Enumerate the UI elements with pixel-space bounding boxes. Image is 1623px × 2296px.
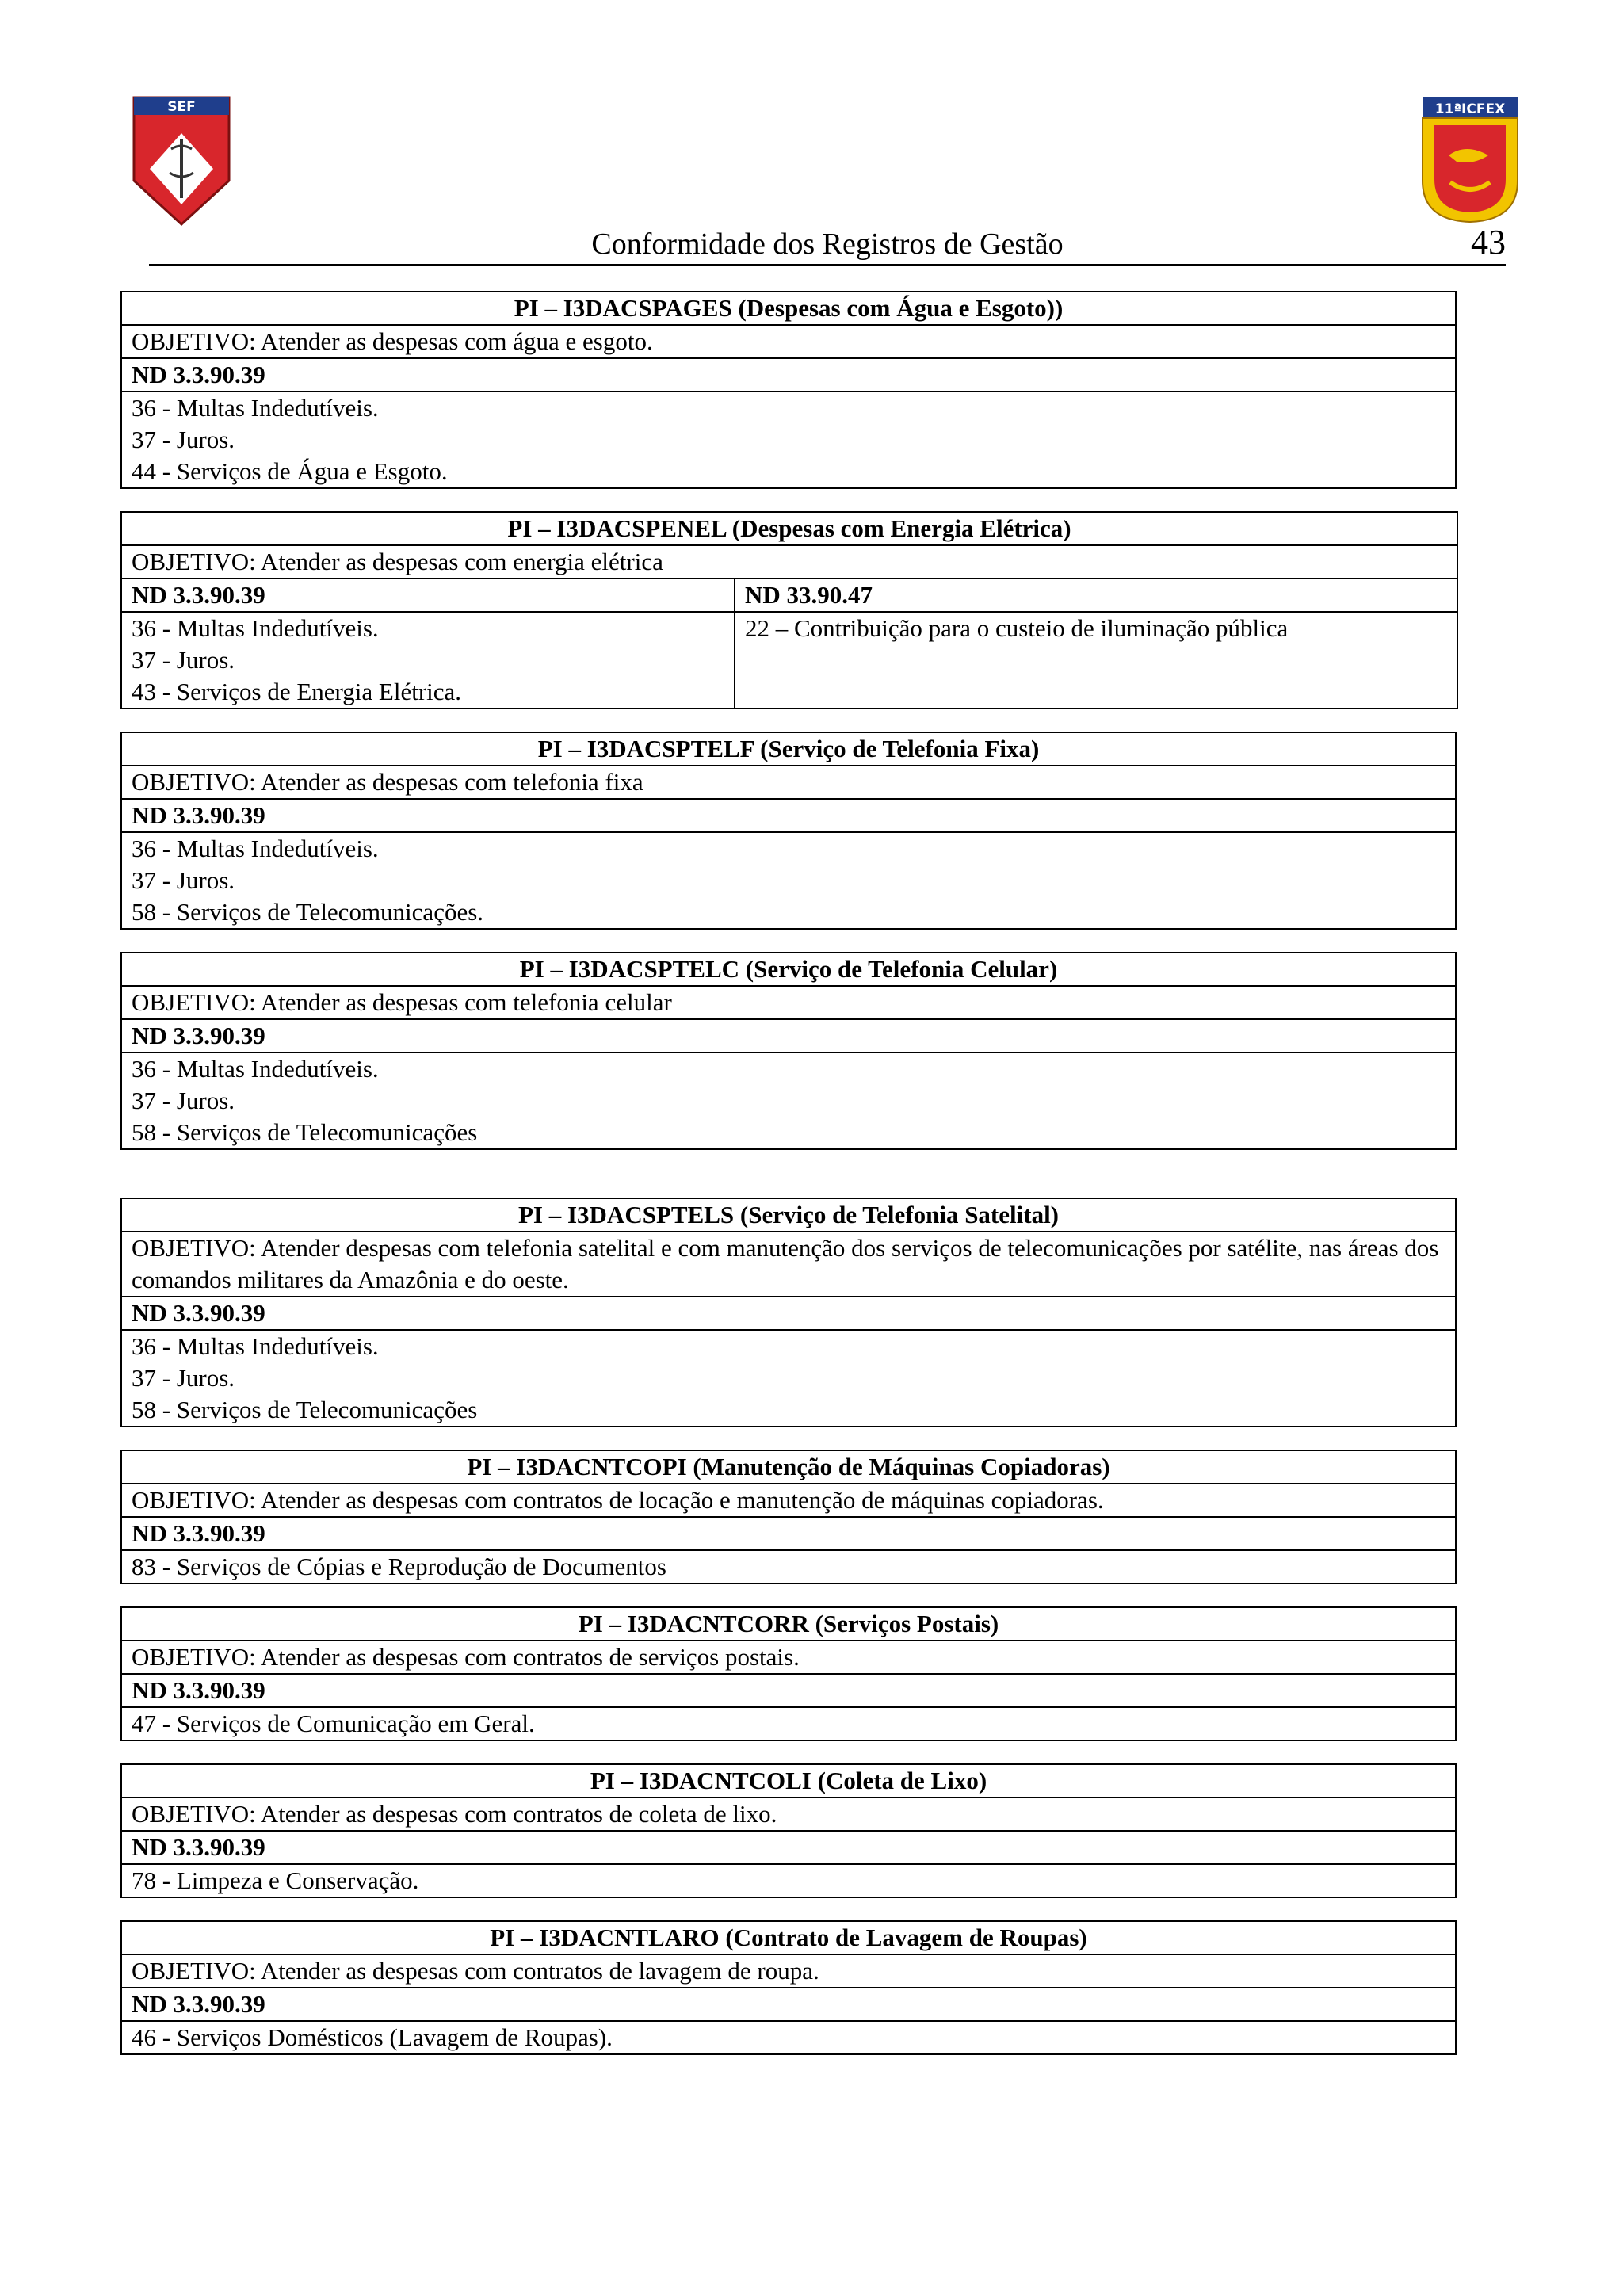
nd-code: ND 3.3.90.39: [121, 358, 1456, 392]
icfex-shield-logo: [1419, 94, 1522, 228]
pi-title: PI – I3DACSPTELS (Serviço de Telefonia Satelital): [121, 1198, 1456, 1232]
pi-title: PI – I3DACNTCOPI (Manutenção de Máquinas Copiadoras): [121, 1450, 1456, 1484]
pi-title: PI – I3DACNTCORR (Serviços Postais): [121, 1607, 1456, 1641]
nd-items-secondary: [735, 612, 1457, 709]
pi-objective: OBJETIVO: Atender as despesas com contratos de serviços postais.: [121, 1641, 1456, 1674]
nd-code-secondary: ND 33.90.47: [735, 579, 1457, 612]
svg-text:SEF: SEF: [167, 99, 196, 115]
pi-objective: OBJETIVO: Atender as despesas com água e esgoto.: [121, 325, 1456, 358]
list-item: 46 - Serviços Domésticos (Lavagem de Roupas).: [132, 2023, 613, 2051]
list-item: 37 - Juros.: [132, 1364, 235, 1392]
nd-code: ND 3.3.90.39: [121, 1019, 1456, 1052]
list-item: 37 - Juros.: [132, 646, 235, 674]
list-item: 37 - Juros.: [132, 866, 235, 894]
pi-objective: OBJETIVO: Atender as despesas com contratos de locação e manutenção de máquinas copiadoras.: [121, 1484, 1456, 1517]
list-item: 47 - Serviços de Comunicação em Geral.: [132, 1710, 535, 1737]
pi-title: PI – I3DACSPTELC (Serviço de Telefonia Celular): [121, 953, 1456, 986]
page-header: [149, 224, 1506, 266]
list-item: 37 - Juros.: [132, 426, 235, 453]
list-item: 22 – Contribuição para o custeio de iluminação pública: [745, 614, 1289, 642]
nd-items: [121, 392, 1456, 488]
list-item: 36 - Multas Indedutíveis.: [132, 1055, 379, 1083]
nd-code: ND 3.3.90.39: [121, 1674, 1456, 1707]
nd-items: [121, 1707, 1456, 1740]
pi-table-maquinas-copiadoras: [120, 1450, 1457, 1584]
list-item: 58 - Serviços de Telecomunicações: [132, 1396, 478, 1423]
pi-table-lavagem-roupas: [120, 1920, 1457, 2055]
list-item: 58 - Serviços de Telecomunicações.: [132, 898, 484, 926]
pi-title: PI – I3DACNTCOLI (Coleta de Lixo): [121, 1764, 1456, 1797]
nd-items: [121, 1330, 1456, 1427]
nd-code: ND 3.3.90.39: [121, 579, 735, 612]
pi-objective: OBJETIVO: Atender as despesas com energia elétrica: [121, 545, 1457, 579]
list-item: 36 - Multas Indedutíveis.: [132, 1332, 379, 1360]
nd-items: [121, 612, 735, 709]
pi-objective: OBJETIVO: Atender as despesas com contratos de coleta de lixo.: [121, 1797, 1456, 1831]
nd-code: ND 3.3.90.39: [121, 1297, 1456, 1330]
pi-objective: OBJETIVO: Atender as despesas com contratos de lavagem de roupa.: [121, 1954, 1456, 1988]
list-item: 43 - Serviços de Energia Elétrica.: [132, 678, 462, 705]
pi-title: PI – I3DACSPENEL (Despesas com Energia Elétrica): [121, 512, 1457, 545]
pi-table-energia-eletrica: [120, 511, 1458, 709]
pi-title: PI – I3DACSPTELF (Serviço de Telefonia Fixa): [121, 732, 1456, 766]
list-item: 58 - Serviços de Telecomunicações: [132, 1118, 478, 1146]
nd-code: ND 3.3.90.39: [121, 1988, 1456, 2021]
list-item: 44 - Serviços de Água e Esgoto.: [132, 457, 448, 485]
pi-title: PI – I3DACNTLARO (Contrato de Lavagem de Roupas): [121, 1921, 1456, 1954]
pi-table-agua-esgoto: [120, 291, 1457, 489]
pi-objective: OBJETIVO: Atender as despesas com telefonia celular: [121, 986, 1456, 1019]
pi-title: PI – I3DACSPAGES (Despesas com Água e Esgoto)): [121, 292, 1456, 325]
nd-items: [121, 2021, 1456, 2054]
pi-table-telefonia-fixa: [120, 732, 1457, 930]
nd-items: [121, 1864, 1456, 1897]
pi-table-servicos-postais: [120, 1606, 1457, 1741]
nd-code: ND 3.3.90.39: [121, 1831, 1456, 1864]
nd-code: ND 3.3.90.39: [121, 1517, 1456, 1550]
list-item: 36 - Multas Indedutíveis.: [132, 614, 379, 642]
pi-table-coleta-lixo: [120, 1763, 1457, 1898]
page-title: Conformidade dos Registros de Gestão: [591, 227, 1064, 261]
list-item: 37 - Juros.: [132, 1087, 235, 1114]
list-item: 36 - Multas Indedutíveis.: [132, 394, 379, 422]
nd-items: [121, 1550, 1456, 1584]
list-item: 36 - Multas Indedutíveis.: [132, 835, 379, 862]
nd-code: ND 3.3.90.39: [121, 799, 1456, 832]
list-item: 78 - Limpeza e Conservação.: [132, 1866, 419, 1894]
page-number: 43: [1471, 223, 1506, 262]
pi-table-telefonia-satelital: [120, 1198, 1457, 1427]
list-item: 83 - Serviços de Cópias e Reprodução de Documentos: [132, 1553, 666, 1580]
nd-items: [121, 1052, 1456, 1149]
pi-objective: OBJETIVO: Atender despesas com telefonia satelital e com manutenção dos serviços de telecomunicações por satélite, nas áreas dos comandos militares da Amazônia e do oeste.: [121, 1232, 1456, 1297]
svg-text:11ªICFEX: 11ªICFEX: [1434, 101, 1506, 117]
pi-table-telefonia-celular: [120, 952, 1457, 1150]
nd-items: [121, 832, 1456, 929]
sef-shield-logo: [130, 94, 233, 228]
pi-objective: OBJETIVO: Atender as despesas com telefonia fixa: [121, 766, 1456, 799]
